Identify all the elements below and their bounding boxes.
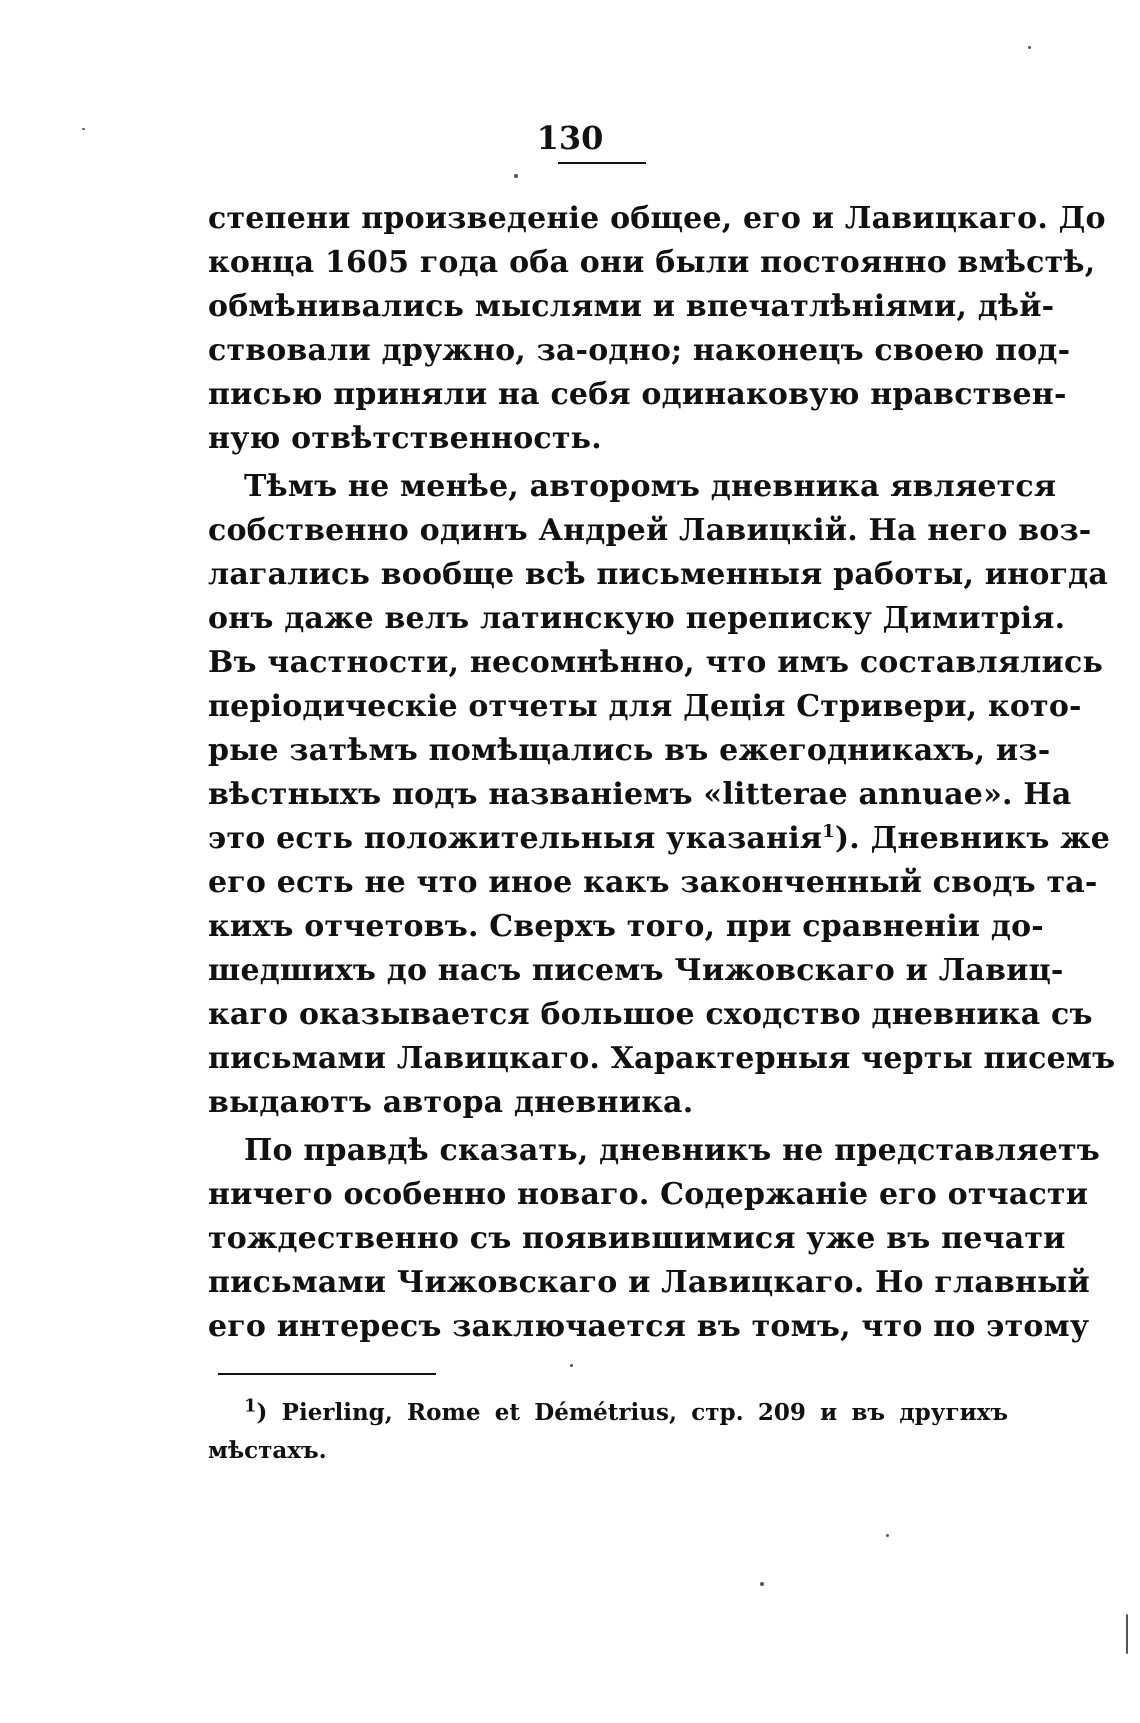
text-line: рые затѣмъ помѣщались въ ежегодникахъ, из-	[208, 733, 1051, 768]
text-line: шедшихъ до насъ писемъ Чижовскаго и Лавиц-	[208, 953, 1064, 988]
text-line: выдаютъ автора дневника.	[208, 1085, 694, 1120]
scan-speck	[1126, 1614, 1128, 1654]
text-line: ную отвѣтственность.	[208, 421, 602, 456]
text-line: ствовали дружно, за-одно; наконецъ своею под-	[208, 333, 1071, 368]
text-fragment: это есть положительныя указанія	[208, 821, 823, 856]
text-line: степени произведеніе общее, его и Лавицкаго. До	[208, 201, 1106, 236]
page-number: 130	[536, 119, 604, 157]
text-line: каго оказывается большое сходство дневника съ	[208, 997, 1093, 1032]
text-line: собственно одинъ Андрей Лавицкій. На него воз-	[208, 513, 1092, 548]
scan-speck	[886, 1534, 889, 1537]
footnote	[208, 1394, 1008, 1470]
footnote-text: ) Pierling, Rome et Démétrius, стр. 209 и въ другихъ	[256, 1399, 1008, 1426]
text-line: По правдѣ сказать, дневникъ не представляетъ	[244, 1133, 1100, 1168]
text-line: конца 1605 года оба они были постоянно вмѣстѣ,	[208, 245, 1096, 280]
text-line: Въ частности, несомнѣнно, что имъ составлялись	[208, 645, 1104, 680]
text-line: Тѣмъ не менѣе, авторомъ дневника является	[244, 469, 1057, 504]
scan-speck	[570, 1364, 573, 1367]
scan-speck	[1028, 46, 1031, 49]
footnote-marker: 1	[244, 1395, 257, 1417]
text-line: письмами Лавицкаго. Характерныя черты писемъ	[208, 1041, 1116, 1076]
text-line-with-footnote-ref	[208, 817, 1111, 861]
text-line: обмѣнивались мыслями и впечатлѣніями, дѣй-	[208, 289, 1055, 324]
page-number-underline	[558, 162, 646, 164]
text-line: писью приняли на себя одинаковую нравствен-	[208, 377, 1067, 412]
text-line: его интересъ заключается въ томъ, что по этому	[208, 1309, 1090, 1344]
text-line: лагались вообще всѣ письменныя работы, иногда	[208, 557, 1109, 592]
text-fragment: ). Дневникъ же	[834, 821, 1111, 856]
scan-speck	[760, 1582, 764, 1586]
footnote-reference[interactable]: 1	[822, 821, 835, 842]
footnote-line	[208, 1394, 1008, 1432]
body-text	[208, 197, 1116, 1349]
text-line: вѣстныхъ подъ названіемъ «litterae annuae». На	[208, 777, 1072, 812]
footnote-line: мѣстахъ.	[208, 1437, 327, 1464]
text-line: его есть не что иное какъ законченный сводъ та-	[208, 865, 1098, 900]
text-line: кихъ отчетовъ. Сверхъ того, при сравненіи до-	[208, 909, 1044, 944]
scan-speck	[514, 174, 518, 178]
text-line: онъ даже велъ латинскую переписку Димитрія.	[208, 601, 1066, 636]
footnote-separator	[218, 1373, 436, 1375]
scan-speck	[82, 128, 85, 130]
text-line: письмами Чижовскаго и Лавицкаго. Но главный	[208, 1265, 1090, 1300]
text-line: ничего особенно новаго. Содержаніе его отчасти	[208, 1177, 1089, 1212]
text-line: періодическіе отчеты для Деція Стривери, кото-	[208, 689, 1082, 724]
text-line: тождественно съ появившимися уже въ печати	[208, 1221, 1066, 1256]
